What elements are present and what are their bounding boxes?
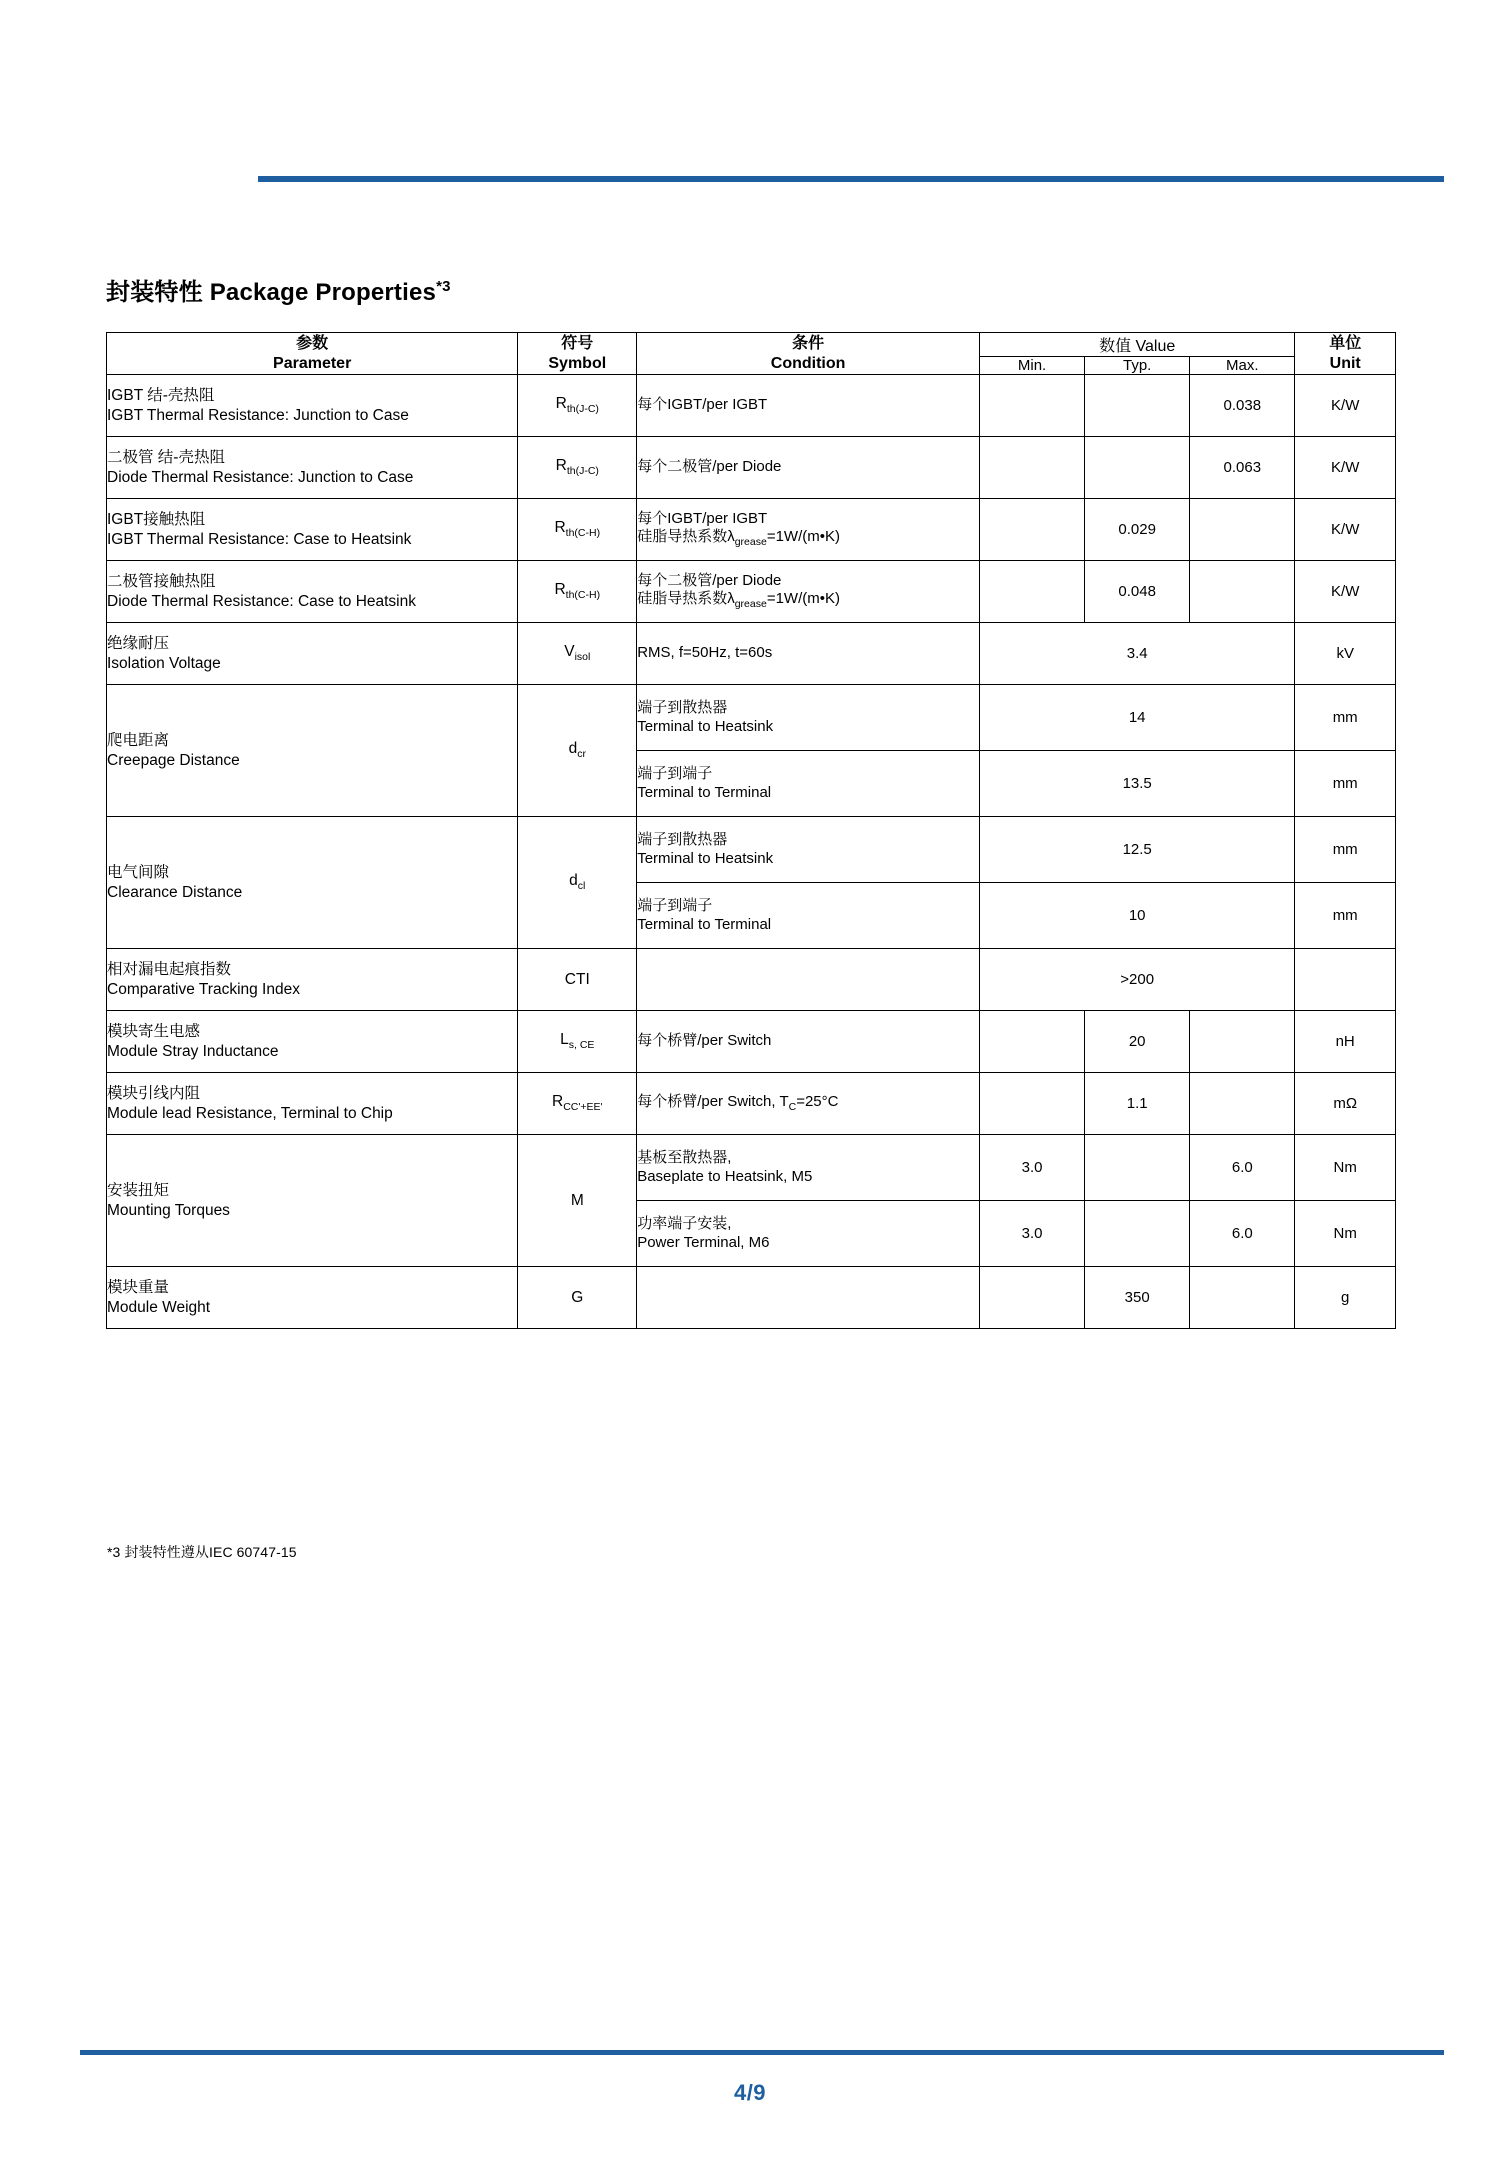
row-symbol: G: [518, 1267, 637, 1329]
row-condition: 每个二极管/per Diode: [637, 437, 980, 499]
page-title-superscript: *3: [436, 278, 451, 295]
row-symbol: $R_{th(C-H)}$: [518, 499, 637, 561]
table-row: [107, 375, 1396, 437]
table-row: [107, 499, 1396, 561]
row-unit: mΩ: [1295, 1073, 1396, 1135]
table-row: [107, 437, 1396, 499]
row-symbol: $R_{CC'+EE'}$: [518, 1073, 637, 1135]
row-condition: 每个IGBT/per IGBT: [637, 375, 980, 437]
row-unit: mm: [1295, 685, 1396, 751]
table-header-row-1: [107, 333, 1396, 357]
row-symbol: $R_{th(C-H)}$: [518, 561, 637, 623]
header-unit-en: Unit: [1329, 354, 1361, 372]
table-row: [107, 949, 1396, 1011]
row-unit: g: [1295, 1267, 1396, 1329]
page-number: 4/9: [733, 2080, 767, 2105]
row-max: [1190, 1011, 1295, 1073]
table-row: [107, 561, 1396, 623]
page-title-cn: 封装特性: [106, 279, 203, 306]
row-min: [979, 375, 1084, 437]
row-min: [979, 1011, 1084, 1073]
table-row: [107, 1135, 1396, 1201]
row-max: [1190, 499, 1295, 561]
row-parameter: 安装扭矩 Mounting Torques: [107, 1135, 518, 1267]
row-max: 0.038: [1190, 375, 1295, 437]
row-unit: [1295, 949, 1396, 1011]
row-parameter: 模块重量 Module Weight: [107, 1267, 518, 1329]
header-parameter: [107, 333, 518, 375]
row-parameter: 二极管 结-壳热阻 Diode Thermal Resistance: Junction to Case: [107, 437, 518, 499]
page-title-en: Package Properties: [209, 279, 437, 306]
row-unit: K/W: [1295, 437, 1396, 499]
header-typ: Typ.: [1085, 357, 1190, 375]
row-value: 13.5: [979, 751, 1294, 817]
row-typ: 0.029: [1085, 499, 1190, 561]
row-max: 6.0: [1190, 1201, 1295, 1267]
row-unit: Nm: [1295, 1201, 1396, 1267]
row-condition: [637, 949, 980, 1011]
header-condition-cn: 条件: [792, 334, 825, 352]
row-unit: nH: [1295, 1011, 1396, 1073]
row-symbol: $d_{cl}$: [518, 817, 637, 949]
row-typ: 350: [1085, 1267, 1190, 1329]
row-typ: [1085, 375, 1190, 437]
row-max: [1190, 1073, 1295, 1135]
header-symbol-en: Symbol: [548, 354, 607, 372]
header-rule: [258, 176, 1444, 182]
row-parameter: 爬电距离 Creepage Distance: [107, 685, 518, 817]
table-row: [107, 1011, 1396, 1073]
header-symbol: [518, 333, 637, 375]
row-min: [979, 437, 1084, 499]
table-row: [107, 1073, 1396, 1135]
page-title: [106, 272, 451, 307]
row-condition: 基板至散热器, Baseplate to Heatsink, M5: [637, 1135, 980, 1201]
row-unit: Nm: [1295, 1135, 1396, 1201]
footer-rule: [80, 2050, 1444, 2055]
header-unit: [1295, 333, 1396, 375]
row-unit: mm: [1295, 883, 1396, 949]
row-unit: K/W: [1295, 375, 1396, 437]
row-symbol: $R_{th(J-C)}$: [518, 437, 637, 499]
row-value: 3.4: [979, 623, 1294, 685]
row-parameter: IGBT接触热阻 IGBT Thermal Resistance: Case to Heatsink: [107, 499, 518, 561]
table-row: [107, 623, 1396, 685]
row-condition: 端子到散热器 Terminal to Heatsink: [637, 817, 980, 883]
row-condition: 端子到端子 Terminal to Terminal: [637, 883, 980, 949]
row-typ: 0.048: [1085, 561, 1190, 623]
package-properties-table: [106, 332, 1396, 1329]
row-typ: [1085, 437, 1190, 499]
header-value-group: 数值 Value: [979, 333, 1294, 357]
row-condition: 端子到散热器 Terminal to Heatsink: [637, 685, 980, 751]
row-min: [979, 1267, 1084, 1329]
row-unit: K/W: [1295, 561, 1396, 623]
row-value: >200: [979, 949, 1294, 1011]
row-condition: 端子到端子 Terminal to Terminal: [637, 751, 980, 817]
row-typ: 1.1: [1085, 1073, 1190, 1135]
row-min: 3.0: [979, 1135, 1084, 1201]
table-row: [107, 817, 1396, 883]
row-parameter: 绝缘耐压 Isolation Voltage: [107, 623, 518, 685]
row-max: [1190, 561, 1295, 623]
row-condition: 每个二极管/per Diode 硅脂导热系数$\lambda_{grease}=1W/(m•K)$: [637, 561, 980, 623]
row-value: 10: [979, 883, 1294, 949]
row-min: [979, 1073, 1084, 1135]
row-symbol: $V_{isol}$: [518, 623, 637, 685]
row-symbol: M: [518, 1135, 637, 1267]
row-typ: [1085, 1201, 1190, 1267]
row-symbol: CTI: [518, 949, 637, 1011]
row-unit: K/W: [1295, 499, 1396, 561]
row-value: 14: [979, 685, 1294, 751]
row-parameter: 二极管接触热阻 Diode Thermal Resistance: Case to Heatsink: [107, 561, 518, 623]
row-parameter: 相对漏电起痕指数 Comparative Tracking Index: [107, 949, 518, 1011]
row-min: [979, 499, 1084, 561]
row-max: 6.0: [1190, 1135, 1295, 1201]
row-typ: 20: [1085, 1011, 1190, 1073]
row-unit: mm: [1295, 817, 1396, 883]
header-unit-cn: 单位: [1329, 334, 1362, 352]
row-symbol: $L_{s, CE}$: [518, 1011, 637, 1073]
header-symbol-cn: 符号: [561, 334, 594, 352]
row-parameter: 模块寄生电感 Module Stray Inductance: [107, 1011, 518, 1073]
row-condition: RMS, f=50Hz, t=60s: [637, 623, 980, 685]
row-condition: 每个桥臂/per Switch: [637, 1011, 980, 1073]
header-parameter-en: Parameter: [273, 354, 352, 372]
table-row: [107, 685, 1396, 751]
row-parameter: 模块引线内阻 Module lead Resistance, Terminal to Chip: [107, 1073, 518, 1135]
table-footnote: *3 封装特性遵从IEC 60747-15: [107, 1544, 297, 1560]
header-condition: [637, 333, 980, 375]
header-parameter-cn: 参数: [296, 334, 329, 352]
row-typ: [1085, 1135, 1190, 1201]
row-condition: 每个IGBT/per IGBT 硅脂导热系数$\lambda_{grease}=1W/(m•K)$: [637, 499, 980, 561]
row-parameter: IGBT 结-壳热阻 IGBT Thermal Resistance: Junction to Case: [107, 375, 518, 437]
row-symbol: $R_{th(J-C)}$: [518, 375, 637, 437]
row-value: 12.5: [979, 817, 1294, 883]
row-symbol: $d_{cr}$: [518, 685, 637, 817]
row-min: [979, 561, 1084, 623]
row-unit: mm: [1295, 751, 1396, 817]
row-min: 3.0: [979, 1201, 1084, 1267]
row-max: 0.063: [1190, 437, 1295, 499]
row-unit: kV: [1295, 623, 1396, 685]
row-condition: [637, 1267, 980, 1329]
table-row: [107, 1267, 1396, 1329]
row-condition: 功率端子安装, Power Terminal, M6: [637, 1201, 980, 1267]
row-max: [1190, 1267, 1295, 1329]
row-condition: 每个桥臂/per Switch, $T_C=25^\circ C$: [637, 1073, 980, 1135]
header-condition-en: Condition: [770, 354, 846, 372]
header-max: Max.: [1190, 357, 1295, 375]
header-min: Min.: [979, 357, 1084, 375]
row-parameter: 电气间隙 Clearance Distance: [107, 817, 518, 949]
